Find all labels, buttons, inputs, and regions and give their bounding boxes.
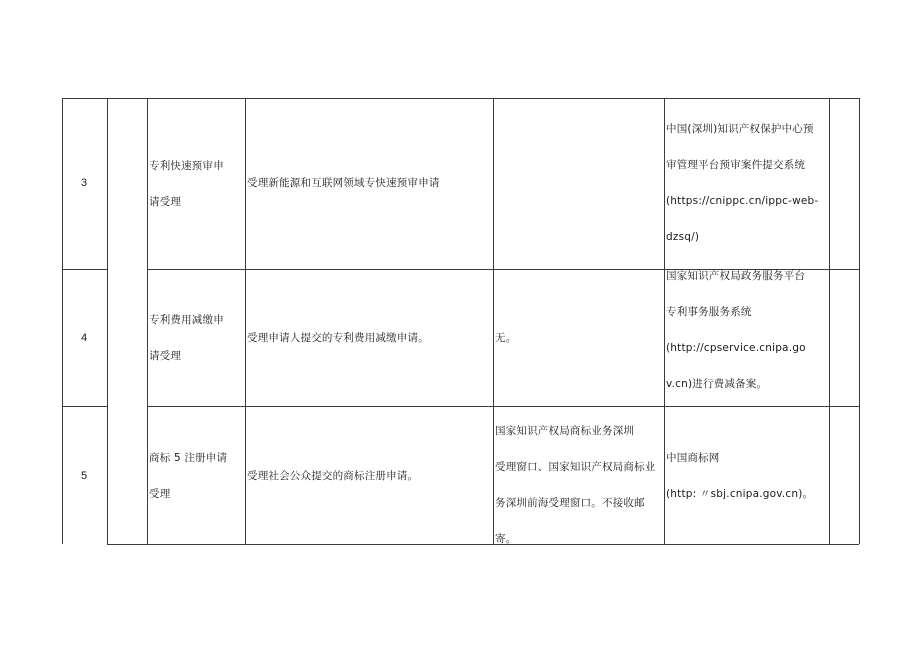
row-note: 国家知识产权局商标业务深圳 受理窗口、国家知识产权局商标业 务深圳前海受理窗口。不接收邮 寄。 [495, 425, 656, 545]
row-border-top [62, 98, 859, 99]
row-channel: 中国(深圳)知识产权保护中心预 审管理平台预审案件提交系统 (https://cnippc.cn/ippc-web- dzsq/) [666, 123, 819, 243]
row-border-4-5 [147, 406, 859, 407]
row-note: 无。 [495, 332, 517, 344]
col-border-1 [107, 98, 108, 544]
row-number: 4 [80, 332, 88, 344]
row-content: 受理新能源和互联网领域专快速预审申请 [247, 177, 440, 189]
col-border-left [62, 98, 63, 544]
row-number: 3 [80, 177, 88, 189]
col-border-2 [147, 98, 148, 544]
col-border-right [859, 98, 860, 544]
row-content: 受理申请人提交的专利费用减缴申请。 [247, 332, 429, 344]
col-border-3 [245, 98, 246, 544]
row-content: 受理社会公众提交的商标注册申请。 [247, 470, 419, 482]
row-border-bottom [107, 544, 859, 545]
row-item: 商标 5 注册申请 受理 [149, 452, 228, 500]
col-border-4 [493, 98, 494, 544]
row-number: 5 [80, 470, 88, 482]
row-channel: 国家知识产权局政务服务平台 专利事务服务系统 (http://cpservice.cnipa.go v.cn)进行费减备案。 [666, 270, 806, 390]
row-item: 专利快速预审申 请受理 [149, 160, 224, 208]
col-border-6 [829, 98, 830, 544]
row-border-4-5 [62, 406, 107, 407]
row-item: 专利费用减缴申 请受理 [149, 314, 224, 362]
row-border-3-4 [62, 269, 107, 270]
row-channel: 中国商标网 (http: 〃sbj.cnipa.gov.cn)。 [666, 452, 814, 500]
col-border-5 [664, 98, 665, 544]
